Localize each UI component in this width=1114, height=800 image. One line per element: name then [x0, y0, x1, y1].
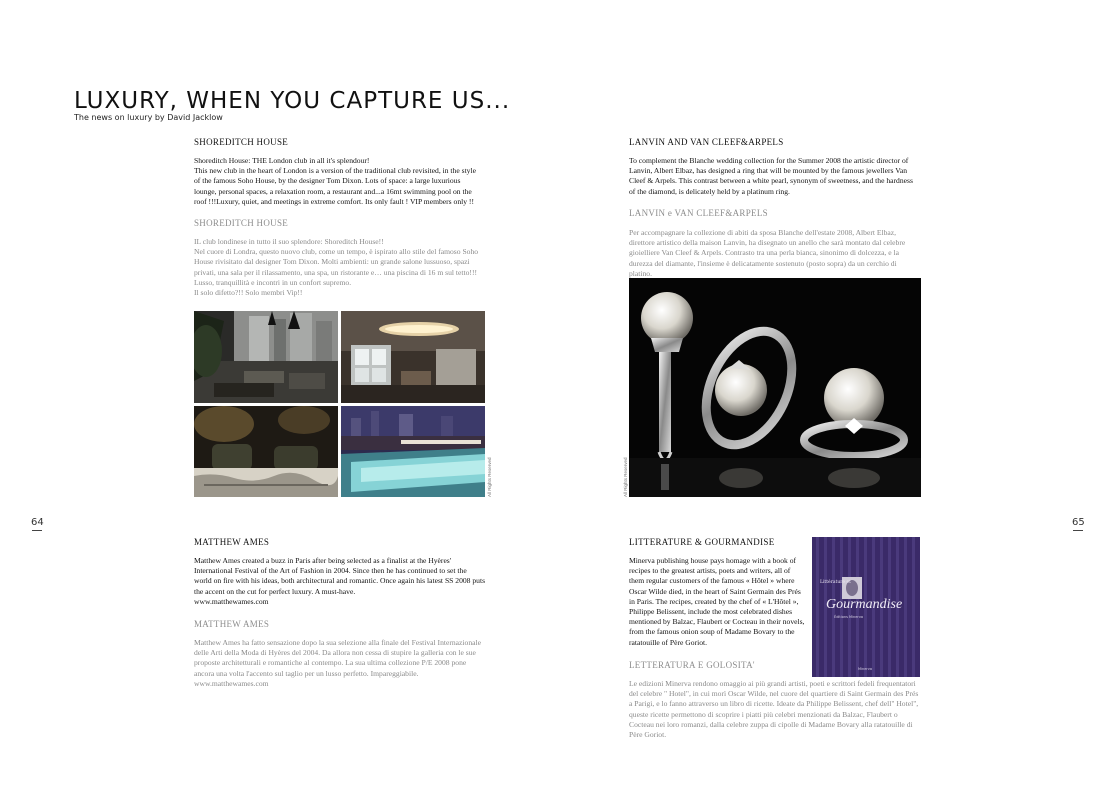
page-number-right-rule: [1073, 530, 1083, 531]
book-small-title: Littérature et: [820, 580, 851, 585]
lanvin-body-it: Per accompagnare la collezione di abiti da sposa Blanche dell'estate 2008, Albert Elbaz, direttore artistico della maison Lanvin, ha disegnato un anello che sarà montato dal celebre gioielliere Van Cleef & Arpels. Contrasto tra una perla bianca, sinonimo di dolcezza, e la durezza del diamante, l'insieme è delicatamente sostenuto (posto sopra) da un cerchio di platino.: [629, 228, 906, 278]
shoreditch-photo-relaxation-room: [194, 406, 338, 497]
book-cover-gourmandise: [812, 537, 920, 677]
book-publisher: Minerva: [858, 667, 873, 671]
matthew-heading-it: MATTHEW AMES: [194, 619, 270, 629]
lanvin-photo-credit: All Rights Reserved: [623, 457, 628, 497]
page-number-left-rule: [32, 530, 42, 531]
litterature-heading-it: LETTERATURA E GOLOSITA': [629, 660, 755, 670]
shoreditch-heading: SHOREDITCH HOUSE: [194, 137, 289, 147]
page-number-left: 64: [31, 517, 44, 528]
magazine-title: LUXURY, WHEN YOU CAPTURE US...: [74, 88, 511, 114]
shoreditch-photo-rooftop-pool: [341, 406, 485, 497]
matthew-body-en: Matthew Ames created a buzz in Paris after being selected as a finalist at the Hyères' International Festival of the Art of Fashion in 2004. Since then he has continued to set the world on fire with his ideas, both architectural and romantic. Once again his latest SS 2008 puts the accent on the cut for perfect luxury. A must-have. www.matthewames.com: [194, 556, 486, 606]
magazine-byline: The news on luxury by David Jacklow: [74, 113, 223, 122]
matthew-heading: MATTHEW AMES: [194, 537, 270, 547]
litterature-body-it: Le edizioni Minerva rendono omaggio ai più grandi artisti, poeti e scrittori fedeli frequentatori del celebre " Hotel", in cui morì Oscar Wilde, nel cuore del quartiere di Saint Germain des Prés a Parigi, e lo fanno attraverso un libro di ricette. Ideate da Philippe Belissent, chef dell" Hotel", queste ricette permettono di scoprire i piatti più celebri menzionati da Balzac, Flaubert o Cocteau nei loro romanzi, dalla celebre zuppa di cipolle di Madame Bovary alla ratatouille di Père Goriot.: [629, 679, 919, 740]
shoreditch-photo-credit: All Rights Reserved: [487, 457, 492, 497]
litterature-body-en: Minerva publishing house pays homage with a book of recipes to the greatest artists, poets and writers, all of them regular customers of the famous « Hôtel » where Oscar Wilde died, in the heart of Saint Germain des Prés in Paris. The recipes, created by the chef of « L'Hôtel », Philippe Belissent, include the most celebrated dishes mentioned by Balzac, Flaubert or Cocteau in their novels, from the famous onion soup of Madame Bovary to the ratatouille of Père Goriot.: [629, 556, 805, 647]
litterature-heading: LITTERATURE & GOURMANDISE: [629, 537, 775, 547]
shoreditch-body-it: IL club londinese in tutto il suo splendore: Shoreditch House!! Nel cuore di Londra, questo nuovo club, come un tempo, è ispirato allo stile del famoso Soho House rivisitato dal designer Tom Dixon. Molti ambienti: un grande salone lussuoso, spazi privati, una sala per il rilassamento, una spa, un ristorante e… una piscina di 16 m sul tetto!!! Lusso, tranquillità e incontri in un confort supremo. Il solo difetto?!! Solo membri Vip!!: [194, 237, 479, 298]
shoreditch-heading-it: SHOREDITCH HOUSE: [194, 218, 289, 228]
lanvin-heading-it: LANVIN e VAN CLEEF&ARPELS: [629, 208, 768, 218]
shoreditch-photo-lounge: [194, 311, 338, 403]
shoreditch-body-en: Shoreditch House: THE London club in all it's splendour! This new club in the heart of London is a version of the traditional club revisited, in the style of the famous Soho House, by the designer Tom Dixon. Lots of space: a large luxurious lounge, personal spaces, a relaxation room, a restaurant and...a 16mt swimming pool on the roof !!!Luxury, quiet, and meetings in extreme comfort. Its only fault ! VIP members only !!: [194, 156, 476, 206]
lanvin-rings-photo: [629, 278, 921, 497]
lanvin-heading: LANVIN AND VAN CLEEF&ARPELS: [629, 137, 784, 147]
shoreditch-photo-restaurant: [341, 311, 485, 403]
book-subtitle: Éditions Minerva: [834, 615, 864, 619]
matthew-body-it: Matthew Ames ha fatto sensazione dopo la sua selezione alla finale del Festival Internazionale delle Arti della Moda di Hyères del 2004. Da allora non cessa di stupire la galleria con le sue proposte architetturali e romantiche al contempo. La sua ultima collezione P/E 2008 pone ancora una volta l'accento sul taglio per un lusso perfetto. Impareggiabile. www.matthewames.com: [194, 638, 481, 688]
lanvin-body-en: To complement the Blanche wedding collection for the Summer 2008 the artistic director of Lanvin, Albert Elbaz, has designed a ring that will be mounted by the famous jewellers Van Cleef & Arpels. This contrast between a white pearl, synonym of sweetness, and the hardness of the diamond, is delicately held by a platinum ring.: [629, 156, 913, 196]
page-number-right: 65: [1072, 517, 1085, 528]
book-big-title: Gourmandise: [826, 597, 903, 612]
